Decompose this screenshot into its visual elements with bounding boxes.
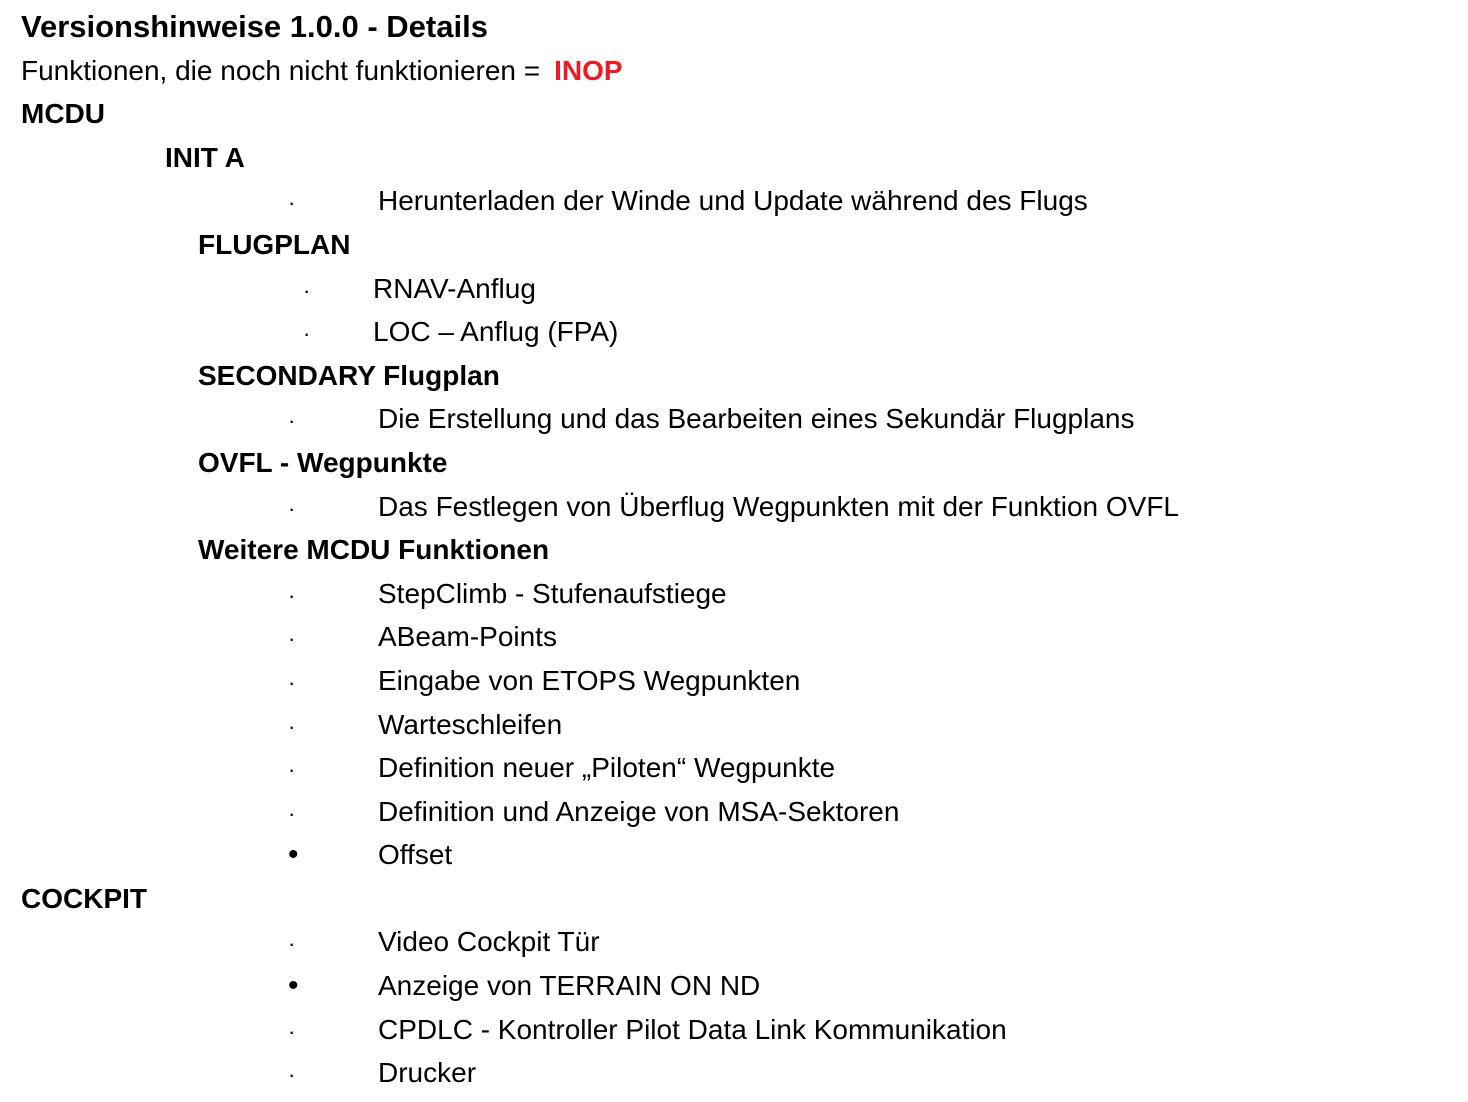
list-item <box>0 746 1468 790</box>
list-item <box>0 920 1468 964</box>
list-item <box>0 703 1468 747</box>
list-item <box>0 790 1468 834</box>
bullet-icon: • <box>288 969 299 1003</box>
inop-note-text: Funktionen, die noch nicht funktionieren = <box>21 54 541 86</box>
list-item <box>0 659 1468 703</box>
inop-note <box>0 49 1468 93</box>
subsection-heading-init-a: INIT A <box>165 141 245 173</box>
list-item-text: Anzeige von TERRAIN ON ND <box>378 970 761 1002</box>
list-item-text: RNAV-Anflug <box>373 272 536 304</box>
list-item-text: LOC – Anflug (FPA) <box>373 316 619 348</box>
inop-badge: INOP <box>554 54 623 86</box>
list-item <box>0 833 1468 877</box>
bullet-icon: · <box>288 800 296 826</box>
subsection-heading-ovfl-wegpunkte: OVFL - Wegpunkte <box>198 446 448 478</box>
list-item <box>0 572 1468 616</box>
section-heading-cockpit: COCKPIT <box>21 882 147 914</box>
bullet-icon: · <box>288 757 296 783</box>
subsection-heading-flugplan: FLUGPLAN <box>198 228 351 260</box>
list-item-text: Die Erstellung und das Bearbeiten eines Sekundär Flugplans <box>378 403 1135 435</box>
list-item-text: Eingabe von ETOPS Wegpunkten <box>378 664 801 696</box>
list-item-text: Herunterladen der Winde und Update während des Flugs <box>378 185 1088 217</box>
bullet-icon: · <box>288 931 296 957</box>
list-item <box>0 1051 1468 1095</box>
bullet-icon: · <box>288 1018 296 1044</box>
list-item-text: Das Festlegen von Überflug Wegpunkten mit der Funktion OVFL <box>378 490 1179 522</box>
list-item-text: Drucker <box>378 1057 477 1089</box>
list-item-text: ABeam-Points <box>378 621 557 653</box>
list-item-text: Definition und Anzeige von MSA-Sektoren <box>378 795 900 827</box>
list-item-text: CPDLC - Kontroller Pilot Data Link Kommunikation <box>378 1013 1007 1045</box>
list-item-text: Definition neuer „Piloten“ Wegpunkte <box>378 752 836 784</box>
list-item-text: Warteschleifen <box>378 708 563 740</box>
bullet-icon: · <box>288 669 296 695</box>
list-item-text: Offset <box>378 839 453 871</box>
section-heading-mcdu: MCDU <box>21 98 105 130</box>
list-item <box>0 397 1468 441</box>
list-item <box>0 485 1468 529</box>
bullet-icon: · <box>288 495 296 521</box>
bullet-icon: · <box>303 321 311 347</box>
page-title: Versionshinweise 1.0.0 - Details <box>21 9 488 44</box>
list-item <box>0 310 1468 354</box>
subsection-heading-weitere-mcdu-funktionen: Weitere MCDU Funktionen <box>198 534 550 566</box>
list-item <box>0 964 1468 1008</box>
list-item-text: StepClimb - Stufenaufstiege <box>378 577 727 609</box>
bullet-icon: · <box>303 277 311 303</box>
list-item <box>0 1008 1468 1052</box>
list-item <box>0 179 1468 223</box>
bullet-icon: · <box>288 408 296 434</box>
subsection-heading-secondary-flugplan: SECONDARY Flugplan <box>198 359 500 391</box>
bullet-icon: · <box>288 190 296 216</box>
bullet-icon: • <box>288 838 299 872</box>
bullet-icon: · <box>288 626 296 652</box>
list-item-text: Video Cockpit Tür <box>378 926 600 958</box>
bullet-icon: · <box>288 582 296 608</box>
list-item <box>0 267 1468 311</box>
bullet-icon: · <box>288 713 296 739</box>
bullet-icon: · <box>288 1062 296 1088</box>
list-item <box>0 615 1468 659</box>
